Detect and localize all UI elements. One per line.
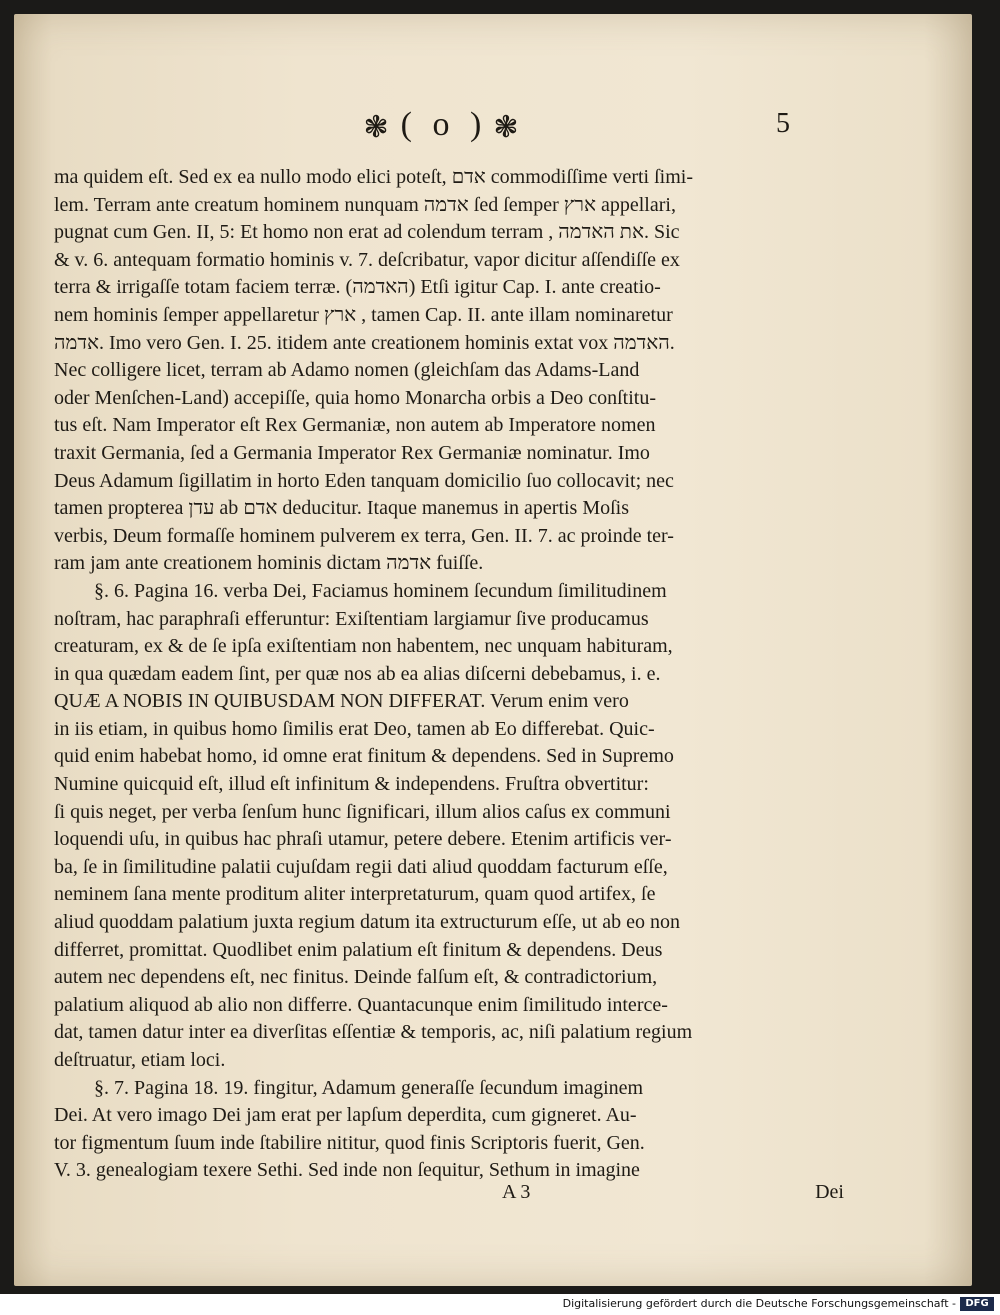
flower-ornament-left-icon: ❃ — [363, 110, 395, 144]
text-line: noſtram, hac paraphraſi efferuntur: Exiſtentiam largiamur ſive producamus — [54, 607, 649, 630]
catchword: Dei — [815, 1181, 844, 1203]
page-marker: ( o ) — [400, 106, 488, 143]
credit-text: Digitalisierung gefördert durch die Deutsche Forschungsgemeinschaft - — [562, 1297, 956, 1310]
text-line: pugnat cum Gen. II, 5: Et homo non erat ad colendum terram , את האדמה. Sic — [54, 221, 680, 244]
text-line: ma quidem eſt. Sed ex ea nullo modo elici poteſt, אדם commodiſſime verti ſimi- — [54, 166, 693, 188]
paragraph-6-start: §. 6. Pagina 16. verba Dei, Faciamus hominem ſecundum ſimilitudinem — [94, 579, 667, 602]
text-line: tor figmentum ſuum inde ſtabilire nititur, quod finis Scriptoris fuerit, Gen. — [54, 1131, 645, 1154]
text-line: oder Menſchen-Land) accepiſſe, quia homo Monarcha orbis a Deo conſtitu- — [54, 386, 657, 409]
text-line: in qua quædam eadem ſint, per quæ nos ab ea alias diſcerni debebamus, i. e. — [54, 662, 661, 685]
text-line: terra & irrigaſſe totam faciem terræ. (האדמה) Etſi igitur Cap. I. ante creatio- — [54, 276, 661, 299]
book-page — [14, 14, 972, 1286]
text-line: Deus Adamum ſigillatim in horto Eden tanquam domicilio ſuo collocavit; nec — [54, 469, 674, 492]
text-line: ſi quis neget, per verba ſenſum hunc ſignificari, illum alios caſus ex communi — [54, 800, 671, 823]
text-line: quid enim habebat homo, id omne erat finitum & dependens. Sed in Supremo — [54, 745, 674, 768]
credit-bar — [0, 1294, 1000, 1315]
text-line: tus eſt. Nam Imperator eſt Rex Germaniæ, non autem ab Imperatore nomen — [54, 414, 656, 437]
page-footer — [54, 1181, 844, 1211]
body-text — [54, 164, 844, 1185]
text-line: Nec colligere licet, terram ab Adamo nomen (gleichſam das Adams-Land — [54, 359, 640, 382]
text-line: autem nec dependens eſt, nec finitus. Deinde falſum eſt, & contradictorium, — [54, 966, 658, 989]
text-line: V. 3. genealogiam texere Sethi. Sed inde non ſequitur, Sethum in imagine — [54, 1159, 640, 1182]
text-line: tamen propterea עדן ab אדם deducitur. Itaque manemus in apertis Moſis — [54, 497, 630, 520]
text-line: dat, tamen datur inter ea diverſitas eſſentiæ & temporis, ac, niſi palatium regium — [54, 1021, 693, 1044]
text-line: creaturam, ex & de ſe ipſa exiſtentiam non habentem, nec unquam habituram, — [54, 635, 673, 658]
text-line: & v. 6. antequam formatio hominis v. 7. deſcribatur, vapor dicitur aſſendiſſe ex — [54, 248, 680, 271]
text-line: QUÆ A NOBIS IN QUIBUSDAM NON DIFFERAT. Verum enim vero — [54, 690, 629, 713]
paragraph-7-start: §. 7. Pagina 18. 19. fingitur, Adamum generaſſe ſecundum imaginem — [94, 1076, 644, 1099]
signature-mark: A 3 — [502, 1181, 531, 1203]
text-line: verbis, Deum formaſſe hominem pulverem ex terra, Gen. II. 7. ac proinde ter- — [54, 524, 674, 547]
text-line: ba, ſe in ſimilitudine palatii cujuſdam regii dati aliud quoddam facturum eſſe, — [54, 855, 668, 878]
text-line: אדמה. Imo vero Gen. I. 25. itidem ante creationem hominis extat vox האדמה. — [54, 331, 675, 354]
text-line: palatium aliquod ab alio non differre. Quantacunque enim ſimilitudo interce- — [54, 993, 668, 1016]
text-line: differret, promittat. Quodlibet enim palatium eſt finitum & dependens. Deus — [54, 938, 663, 961]
page-header — [14, 106, 972, 146]
text-line: Dei. At vero imago Dei jam erat per lapſum deperdita, cum gigneret. Au- — [54, 1104, 637, 1127]
text-line: Numine quicquid eſt, illud eſt infinitum & independens. Fruſtra obvertitur: — [54, 773, 649, 796]
text-line: traxit Germania, ſed a Germania Imperator Rex Germaniæ nominatur. Imo — [54, 441, 650, 464]
text-line: loquendi uſu, in quibus hac phraſi utamur, petere debere. Etenim artificis ver- — [54, 828, 672, 851]
text-line: lem. Terram ante creatum hominem nunquam אדמה ſed ſemper ארץ appellari, — [54, 193, 676, 216]
dfg-logo: DFG — [960, 1297, 994, 1311]
text-line: deſtruatur, etiam loci. — [54, 1049, 226, 1071]
text-line: neminem ſana mente proditum aliter interpretaturum, quam quod artifex, ſe — [54, 883, 656, 906]
text-line: in iis etiam, in quibus homo ſimilis erat Deo, tamen ab Eo differebat. Quic- — [54, 717, 655, 740]
flower-ornament-right-icon: ❃ — [493, 110, 525, 144]
text-line: nem hominis ſemper appellaretur ארץ , tamen Cap. II. ante illam nominaretur — [54, 303, 673, 326]
text-line: aliud quoddam palatium juxta regium datum ita extructurum eſſe, ut ab eo non — [54, 911, 680, 934]
running-head — [344, 106, 544, 145]
page-number: 5 — [776, 108, 790, 139]
text-line: ram jam ante creationem hominis dictam אדמה fuiſſe. — [54, 552, 484, 575]
